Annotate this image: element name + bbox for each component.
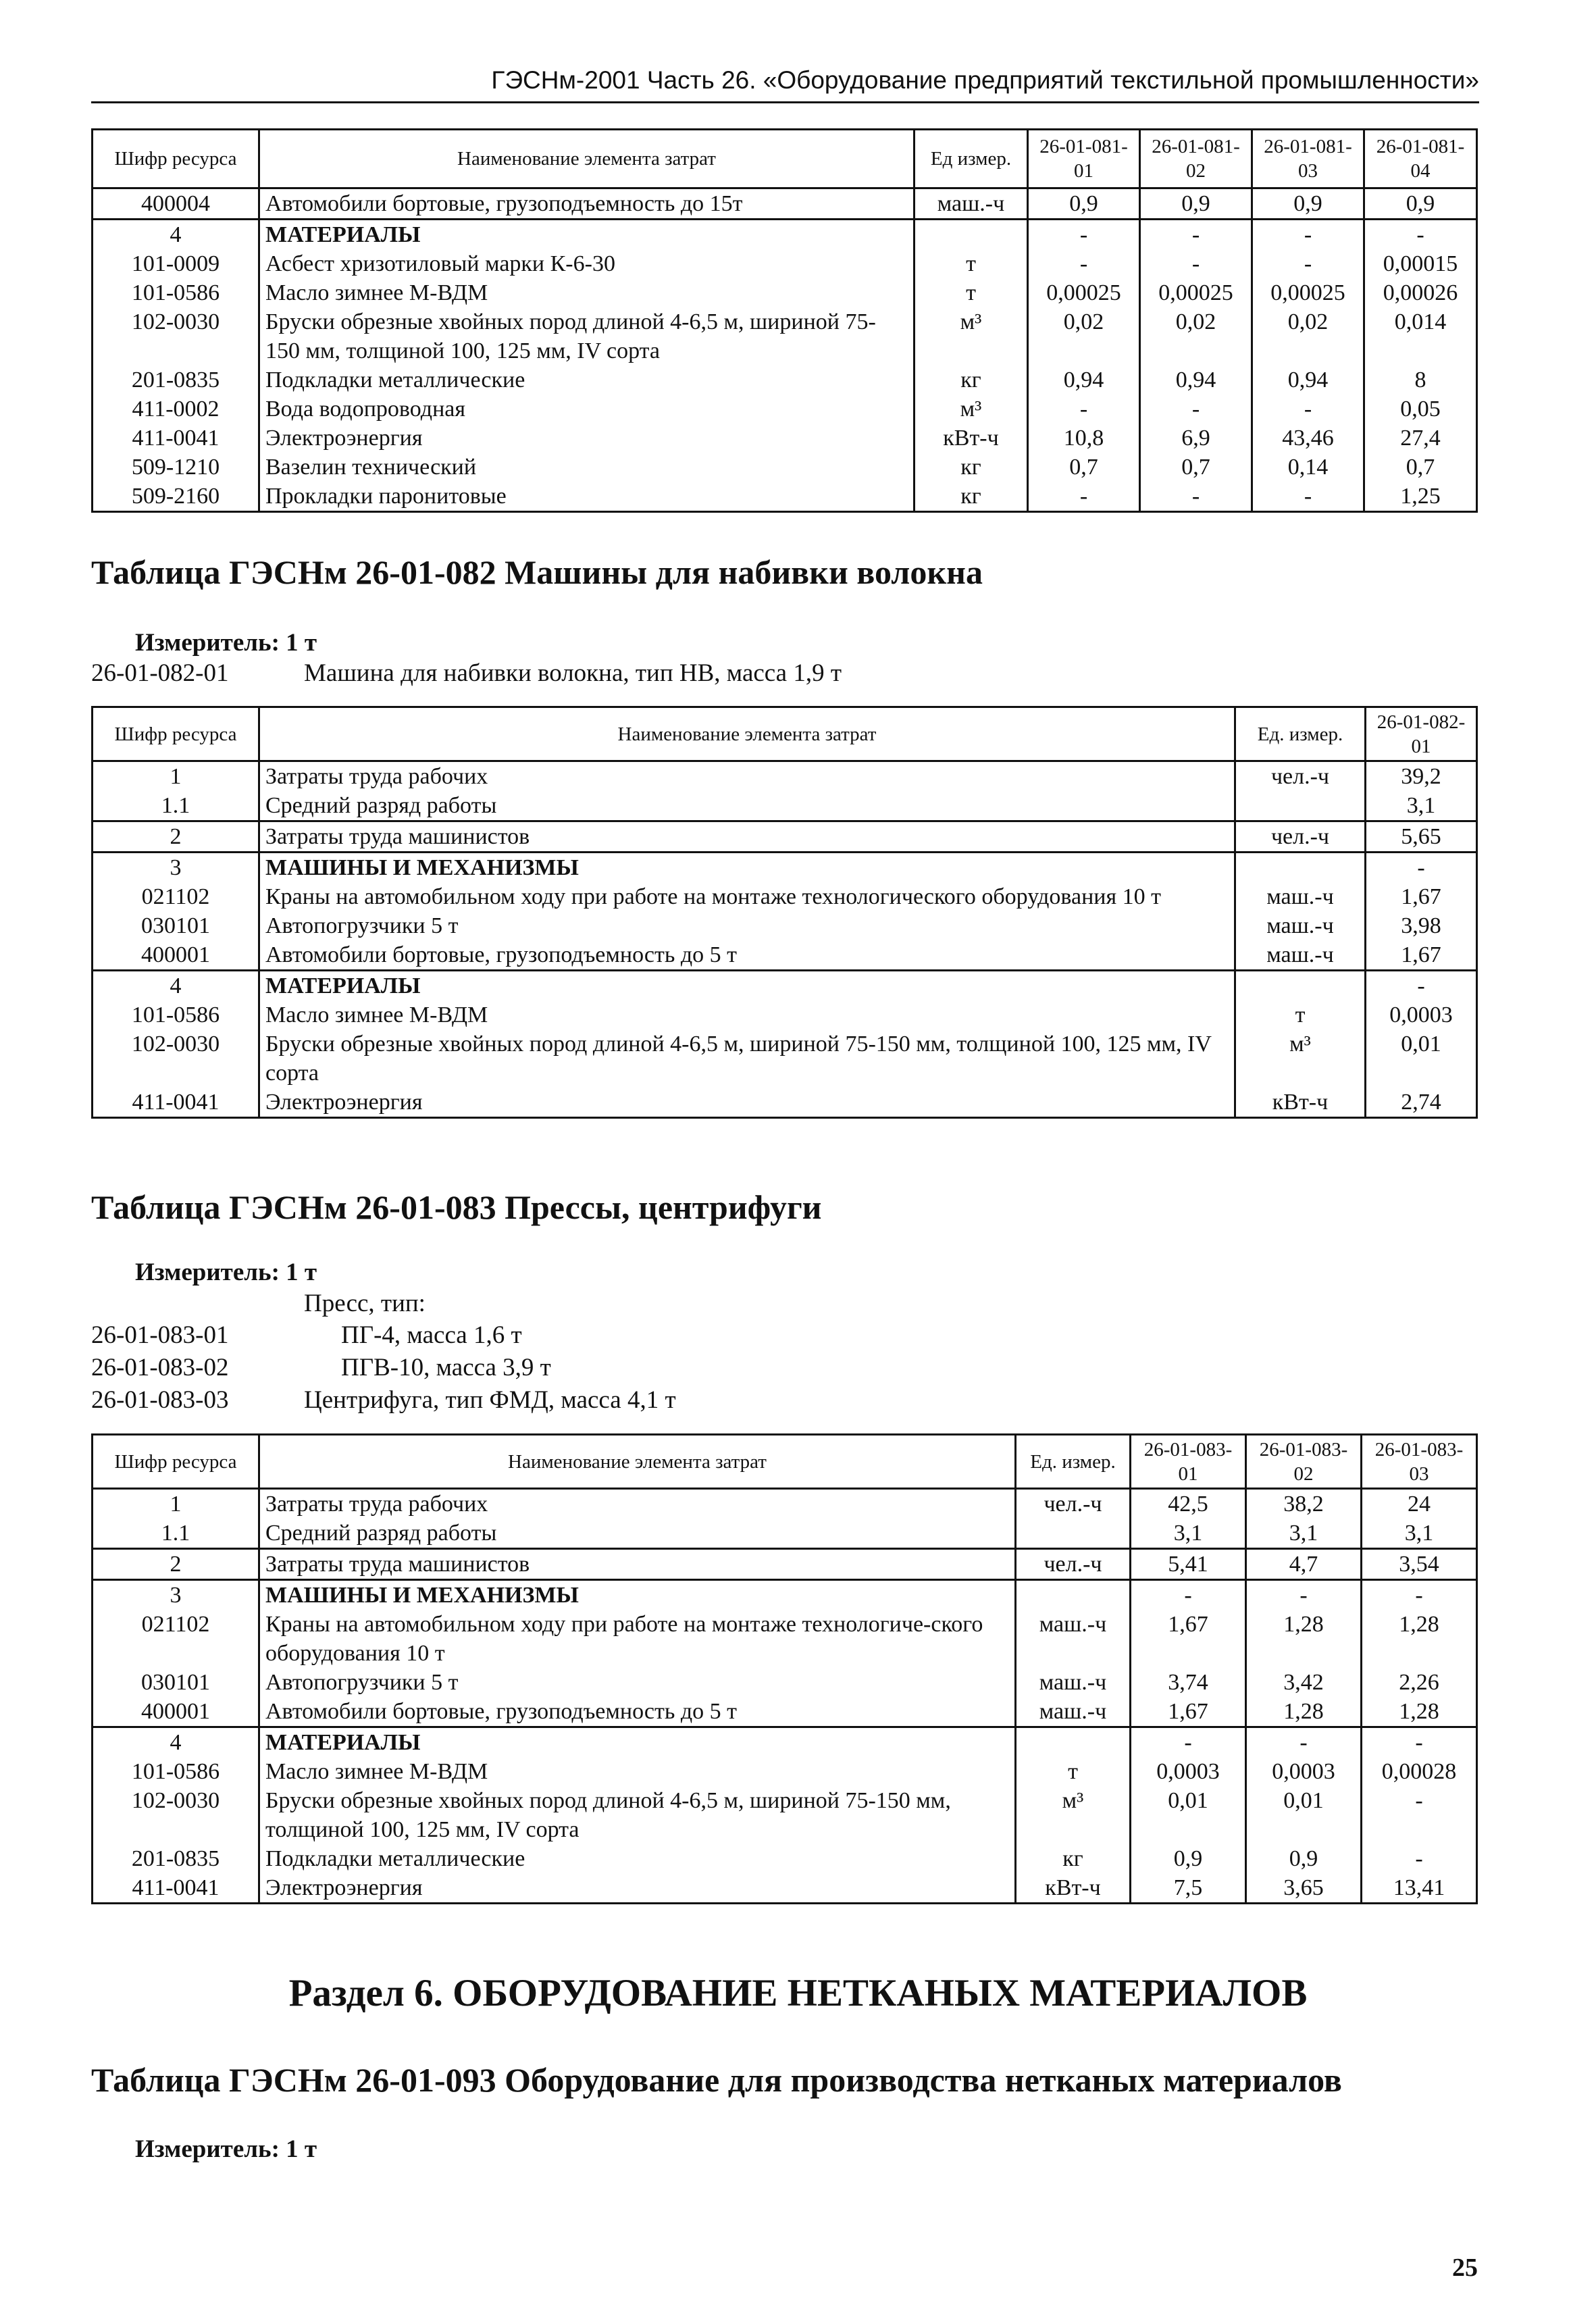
value: 3,65 [1246, 1873, 1362, 1904]
value: - [1028, 249, 1140, 278]
value: 3,98 [1366, 911, 1477, 940]
value: 0,9 [1252, 188, 1364, 220]
cost-element-name: Подкладки металлические [259, 365, 915, 395]
variant-description: ПГ-4, масса 1,6 т [341, 1321, 522, 1349]
value: 0,02 [1140, 307, 1252, 365]
cost-element-name: Электроэнергия [259, 424, 915, 453]
value: 0,02 [1252, 307, 1364, 365]
value: - [1131, 1580, 1246, 1610]
cost-element-name: Автомобили бортовые, грузоподъемность до 5 т [259, 940, 1235, 971]
table-081 [91, 128, 1478, 513]
value: - [1252, 249, 1364, 278]
value: 0,05 [1364, 395, 1477, 424]
meter-value: 1 т [286, 2135, 317, 2163]
variant-code: 26-01-083-02 [91, 1354, 229, 1381]
table-row [93, 791, 1477, 821]
header-col: 26-01-081-02 [1140, 130, 1252, 188]
cost-element-name: Краны на автомобильном ходу при работе на монтаже технологического оборудования 10 т [259, 882, 1235, 911]
header-col: 26-01-083-02 [1246, 1435, 1362, 1489]
resource-code: 102-0030 [93, 307, 259, 365]
cost-element-name: Краны на автомобильном ходу при работе на монтаже технологиче-ского оборудования 10 т [259, 1610, 1016, 1668]
unit [1235, 971, 1366, 1001]
meter [135, 2135, 317, 2164]
table-row [93, 853, 1477, 883]
value: 2,74 [1366, 1088, 1477, 1118]
resource-code: 1.1 [93, 1519, 259, 1549]
cost-element-name: Средний разряд работы [259, 791, 1235, 821]
value: 3,1 [1131, 1519, 1246, 1549]
header-col: 26-01-081-01 [1028, 130, 1140, 188]
cost-element-name: Затраты труда рабочих [259, 761, 1235, 792]
value: 0,00028 [1362, 1757, 1477, 1786]
value: 10,8 [1028, 424, 1140, 453]
press-type-label: Пресс, тип: [304, 1290, 426, 1317]
variant-description: Машина для набивки волокна, тип НВ, масса 1,9 т [304, 659, 842, 687]
resource-code: 400001 [93, 1697, 259, 1727]
table-row [93, 482, 1477, 512]
value: 3,54 [1362, 1549, 1477, 1580]
meter-label: Измеритель: [135, 1259, 280, 1286]
cost-element-name: Масло зимнее М-ВДМ [259, 278, 915, 307]
value: 3,1 [1366, 791, 1477, 821]
value: 0,7 [1364, 453, 1477, 482]
value: 5,65 [1366, 821, 1477, 853]
cost-element-name: Автопогрузчики 5 т [259, 1668, 1016, 1697]
value: - [1246, 1580, 1362, 1610]
table-title-093: Таблица ГЭСНм 26-01-093 Оборудование для производства нетканых материалов [91, 2061, 1342, 2099]
value: 1,25 [1364, 482, 1477, 512]
header-name: Наименование элемента затрат [259, 707, 1235, 761]
value: 3,1 [1246, 1519, 1362, 1549]
value: 8 [1364, 365, 1477, 395]
table-row [93, 1549, 1477, 1580]
unit: маш.-ч [1235, 882, 1366, 911]
header-col: 26-01-082-01 [1366, 707, 1477, 761]
value: 0,94 [1028, 365, 1140, 395]
table-row [93, 1786, 1477, 1844]
table-row [93, 1844, 1477, 1873]
value: 0,0003 [1366, 1000, 1477, 1030]
value: 0,00015 [1364, 249, 1477, 278]
value: 1,67 [1366, 882, 1477, 911]
unit: кВт-ч [1235, 1088, 1366, 1118]
table-row [93, 365, 1477, 395]
cost-element-name: МАТЕРИАЛЫ [259, 971, 1235, 1001]
table-row [93, 1030, 1477, 1088]
value: 0,014 [1364, 307, 1477, 365]
cost-element-name: Затраты труда рабочих [259, 1489, 1016, 1519]
header-unit: Ед. измер. [1016, 1435, 1131, 1489]
resource-code: 102-0030 [93, 1786, 259, 1844]
table-row [93, 453, 1477, 482]
meter-value: 1 т [286, 629, 317, 657]
cost-element-name: Бруски обрезные хвойных пород длиной 4-6,5 м, шириной 75-150 мм, толщиной 100, 125 мм, IV сорта [259, 1030, 1235, 1088]
cost-element-name: Прокладки паронитовые [259, 482, 915, 512]
value: 3,42 [1246, 1668, 1362, 1697]
resource-code: 201-0835 [93, 365, 259, 395]
table-row [93, 1519, 1477, 1549]
table-row [93, 911, 1477, 940]
cost-element-name: Затраты труда машинистов [259, 821, 1235, 853]
resource-code: 411-0041 [93, 424, 259, 453]
variant-code: 26-01-082-01 [91, 659, 229, 687]
value: 1,67 [1131, 1610, 1246, 1668]
value: 42,5 [1131, 1489, 1246, 1519]
value: 13,41 [1362, 1873, 1477, 1904]
value: 5,41 [1131, 1549, 1246, 1580]
value: 0,00025 [1140, 278, 1252, 307]
unit [915, 220, 1028, 250]
unit: м³ [1235, 1030, 1366, 1088]
value: 1,28 [1246, 1610, 1362, 1668]
value: 0,14 [1252, 453, 1364, 482]
header-col: 26-01-083-01 [1131, 1435, 1246, 1489]
value: 6,9 [1140, 424, 1252, 453]
value: - [1252, 220, 1364, 250]
resource-code: 101-0586 [93, 278, 259, 307]
resource-code: 201-0835 [93, 1844, 259, 1873]
header-unit: Ед. измер. [1235, 707, 1366, 761]
resource-code: 030101 [93, 911, 259, 940]
cost-element-name: МАТЕРИАЛЫ [259, 220, 915, 250]
table-row [93, 1757, 1477, 1786]
unit: чел.-ч [1235, 761, 1366, 792]
value: 24 [1362, 1489, 1477, 1519]
running-header: ГЭСНм-2001 Часть 26. «Оборудование предприятий текстильной промышленности» [491, 66, 1479, 94]
unit [1235, 791, 1366, 821]
unit: маш.-ч [1016, 1668, 1131, 1697]
cost-element-name: Электроэнергия [259, 1088, 1235, 1118]
header-name: Наименование элемента затрат [259, 1435, 1016, 1489]
table-083 [91, 1433, 1478, 1904]
unit: чел.-ч [1235, 821, 1366, 853]
unit: маш.-ч [915, 188, 1028, 220]
value: - [1366, 971, 1477, 1001]
value: 2,26 [1362, 1668, 1477, 1697]
unit: м³ [915, 307, 1028, 365]
header-rule [91, 101, 1479, 103]
resource-code: 400001 [93, 940, 259, 971]
table-row [93, 307, 1477, 365]
table-row [93, 971, 1477, 1001]
cost-element-name: МАШИНЫ И МЕХАНИЗМЫ [259, 853, 1235, 883]
table-row [93, 1873, 1477, 1904]
resource-code: 101-0586 [93, 1000, 259, 1030]
cost-element-name: Автомобили бортовые, грузоподъемность до 5 т [259, 1697, 1016, 1727]
cost-element-name: Асбест хризотиловый марки К-6-30 [259, 249, 915, 278]
cost-element-name: МАШИНЫ И МЕХАНИЗМЫ [259, 1580, 1016, 1610]
value: 0,7 [1140, 453, 1252, 482]
value: 3,74 [1131, 1668, 1246, 1697]
value: - [1364, 220, 1477, 250]
table-row [93, 1580, 1477, 1610]
value: - [1028, 395, 1140, 424]
unit: чел.-ч [1016, 1489, 1131, 1519]
cost-element-name: Бруски обрезные хвойных пород длиной 4-6,5 м, шириной 75-150 мм, толщиной 100, 125 мм, IV сорта [259, 1786, 1016, 1844]
unit: т [915, 278, 1028, 307]
resource-code: 101-0009 [93, 249, 259, 278]
meter-label: Измеритель: [135, 629, 280, 657]
value: 0,01 [1366, 1030, 1477, 1088]
table-row [93, 1088, 1477, 1118]
value: 0,02 [1028, 307, 1140, 365]
header-code: Шифр ресурса [93, 130, 259, 188]
variant-code: 26-01-083-03 [91, 1386, 229, 1414]
table-row [93, 1668, 1477, 1697]
unit: кг [915, 365, 1028, 395]
resource-code: 400004 [93, 188, 259, 220]
cost-element-name: Вода водопроводная [259, 395, 915, 424]
header-code: Шифр ресурса [93, 707, 259, 761]
value: - [1140, 482, 1252, 512]
unit: кВт-ч [915, 424, 1028, 453]
table-title-083: Таблица ГЭСНм 26-01-083 Прессы, центрифуги [91, 1188, 822, 1226]
resource-code: 1 [93, 1489, 259, 1519]
resource-code: 411-0002 [93, 395, 259, 424]
header-col: 26-01-081-03 [1252, 130, 1364, 188]
value: 1,28 [1362, 1697, 1477, 1727]
value: 39,2 [1366, 761, 1477, 792]
value: - [1140, 395, 1252, 424]
meter [135, 1258, 317, 1287]
value: 4,7 [1246, 1549, 1362, 1580]
unit: чел.-ч [1016, 1549, 1131, 1580]
cost-element-name: Автомобили бортовые, грузоподъемность до 15т [259, 188, 915, 220]
unit: маш.-ч [1016, 1610, 1131, 1668]
value: 7,5 [1131, 1873, 1246, 1904]
value: - [1252, 395, 1364, 424]
table-row [93, 761, 1477, 792]
value: 0,0003 [1246, 1757, 1362, 1786]
value: 0,7 [1028, 453, 1140, 482]
unit [1235, 853, 1366, 883]
cost-element-name: Масло зимнее М-ВДМ [259, 1000, 1235, 1030]
value: 0,94 [1140, 365, 1252, 395]
section-title: Раздел 6. ОБОРУДОВАНИЕ НЕТКАНЫХ МАТЕРИАЛОВ [288, 1972, 1308, 2014]
cost-element-name: Масло зимнее М-ВДМ [259, 1757, 1016, 1786]
resource-code: 2 [93, 821, 259, 853]
table-title-082: Таблица ГЭСНм 26-01-082 Машины для набивки волокна [91, 553, 983, 591]
unit: м³ [1016, 1786, 1131, 1844]
value: 0,00025 [1028, 278, 1140, 307]
header-col: 26-01-081-04 [1364, 130, 1477, 188]
table-row [93, 1727, 1477, 1758]
resource-code: 102-0030 [93, 1030, 259, 1088]
table-row [93, 424, 1477, 453]
table-row [93, 220, 1477, 250]
variant-description: ПГВ-10, масса 3,9 т [341, 1354, 551, 1381]
value: 1,67 [1131, 1697, 1246, 1727]
value: 0,0003 [1131, 1757, 1246, 1786]
value: - [1131, 1727, 1246, 1758]
resource-code: 3 [93, 1580, 259, 1610]
value: 0,01 [1131, 1786, 1246, 1844]
page-number: 25 [1452, 2254, 1478, 2282]
value: - [1362, 1844, 1477, 1873]
resource-code: 4 [93, 220, 259, 250]
resource-code: 411-0041 [93, 1088, 259, 1118]
resource-code: 4 [93, 971, 259, 1001]
value: 1,67 [1366, 940, 1477, 971]
cost-element-name: Средний разряд работы [259, 1519, 1016, 1549]
table-082 [91, 706, 1478, 1119]
unit: т [1016, 1757, 1131, 1786]
cost-element-name: Подкладки металлические [259, 1844, 1016, 1873]
variant-code: 26-01-083-01 [91, 1321, 229, 1349]
table-row [93, 1610, 1477, 1668]
unit: кВт-ч [1016, 1873, 1131, 1904]
unit: т [1235, 1000, 1366, 1030]
value: 0,9 [1028, 188, 1140, 220]
value: - [1140, 220, 1252, 250]
cost-element-name: МАТЕРИАЛЫ [259, 1727, 1016, 1758]
header-code: Шифр ресурса [93, 1435, 259, 1489]
table-row [93, 821, 1477, 853]
table-row [93, 395, 1477, 424]
value: 0,9 [1246, 1844, 1362, 1873]
value: - [1252, 482, 1364, 512]
value: - [1028, 220, 1140, 250]
resource-code: 1.1 [93, 791, 259, 821]
value: - [1246, 1727, 1362, 1758]
cost-element-name: Вазелин технический [259, 453, 915, 482]
header-unit: Ед измер. [915, 130, 1028, 188]
value: - [1366, 853, 1477, 883]
value: 3,1 [1362, 1519, 1477, 1549]
resource-code: 3 [93, 853, 259, 883]
table-row [93, 882, 1477, 911]
value: - [1362, 1727, 1477, 1758]
meter [135, 628, 317, 657]
table-row [93, 249, 1477, 278]
cost-element-name: Автопогрузчики 5 т [259, 911, 1235, 940]
value: - [1140, 249, 1252, 278]
value: 38,2 [1246, 1489, 1362, 1519]
resource-code: 509-1210 [93, 453, 259, 482]
unit [1016, 1580, 1131, 1610]
meter-label: Измеритель: [135, 2135, 280, 2163]
table-row [93, 940, 1477, 971]
value: - [1362, 1786, 1477, 1844]
value: 43,46 [1252, 424, 1364, 453]
resource-code: 411-0041 [93, 1873, 259, 1904]
table-row [93, 1697, 1477, 1727]
resource-code: 021102 [93, 882, 259, 911]
unit: маш.-ч [1235, 940, 1366, 971]
unit: кг [915, 453, 1028, 482]
value: 0,9 [1140, 188, 1252, 220]
value: 0,9 [1131, 1844, 1246, 1873]
unit: маш.-ч [1016, 1697, 1131, 1727]
value: 0,9 [1364, 188, 1477, 220]
header-name: Наименование элемента затрат [259, 130, 915, 188]
header-col: 26-01-083-03 [1362, 1435, 1477, 1489]
value: 0,00025 [1252, 278, 1364, 307]
unit: м³ [915, 395, 1028, 424]
table-row [93, 1000, 1477, 1030]
resource-code: 4 [93, 1727, 259, 1758]
resource-code: 509-2160 [93, 482, 259, 512]
resource-code: 2 [93, 1549, 259, 1580]
resource-code: 1 [93, 761, 259, 792]
unit: маш.-ч [1235, 911, 1366, 940]
resource-code: 021102 [93, 1610, 259, 1668]
meter-value: 1 т [286, 1259, 317, 1286]
resource-code: 030101 [93, 1668, 259, 1697]
value: - [1362, 1580, 1477, 1610]
table-row [93, 188, 1477, 220]
unit [1016, 1727, 1131, 1758]
unit: кг [915, 482, 1028, 512]
unit: кг [1016, 1844, 1131, 1873]
value: 0,00026 [1364, 278, 1477, 307]
variant-description: Центрифуга, тип ФМД, масса 4,1 т [304, 1386, 676, 1414]
value: 27,4 [1364, 424, 1477, 453]
value: 1,28 [1362, 1610, 1477, 1668]
unit [1016, 1519, 1131, 1549]
table-row [93, 1489, 1477, 1519]
cost-element-name: Бруски обрезные хвойных пород длиной 4-6,5 м, шириной 75-150 мм, толщиной 100, 125 мм, IV сорта [259, 307, 915, 365]
value: 0,01 [1246, 1786, 1362, 1844]
table-row [93, 278, 1477, 307]
resource-code: 101-0586 [93, 1757, 259, 1786]
value: 0,94 [1252, 365, 1364, 395]
unit: т [915, 249, 1028, 278]
value: - [1028, 482, 1140, 512]
cost-element-name: Затраты труда машинистов [259, 1549, 1016, 1580]
cost-element-name: Электроэнергия [259, 1873, 1016, 1904]
value: 1,28 [1246, 1697, 1362, 1727]
